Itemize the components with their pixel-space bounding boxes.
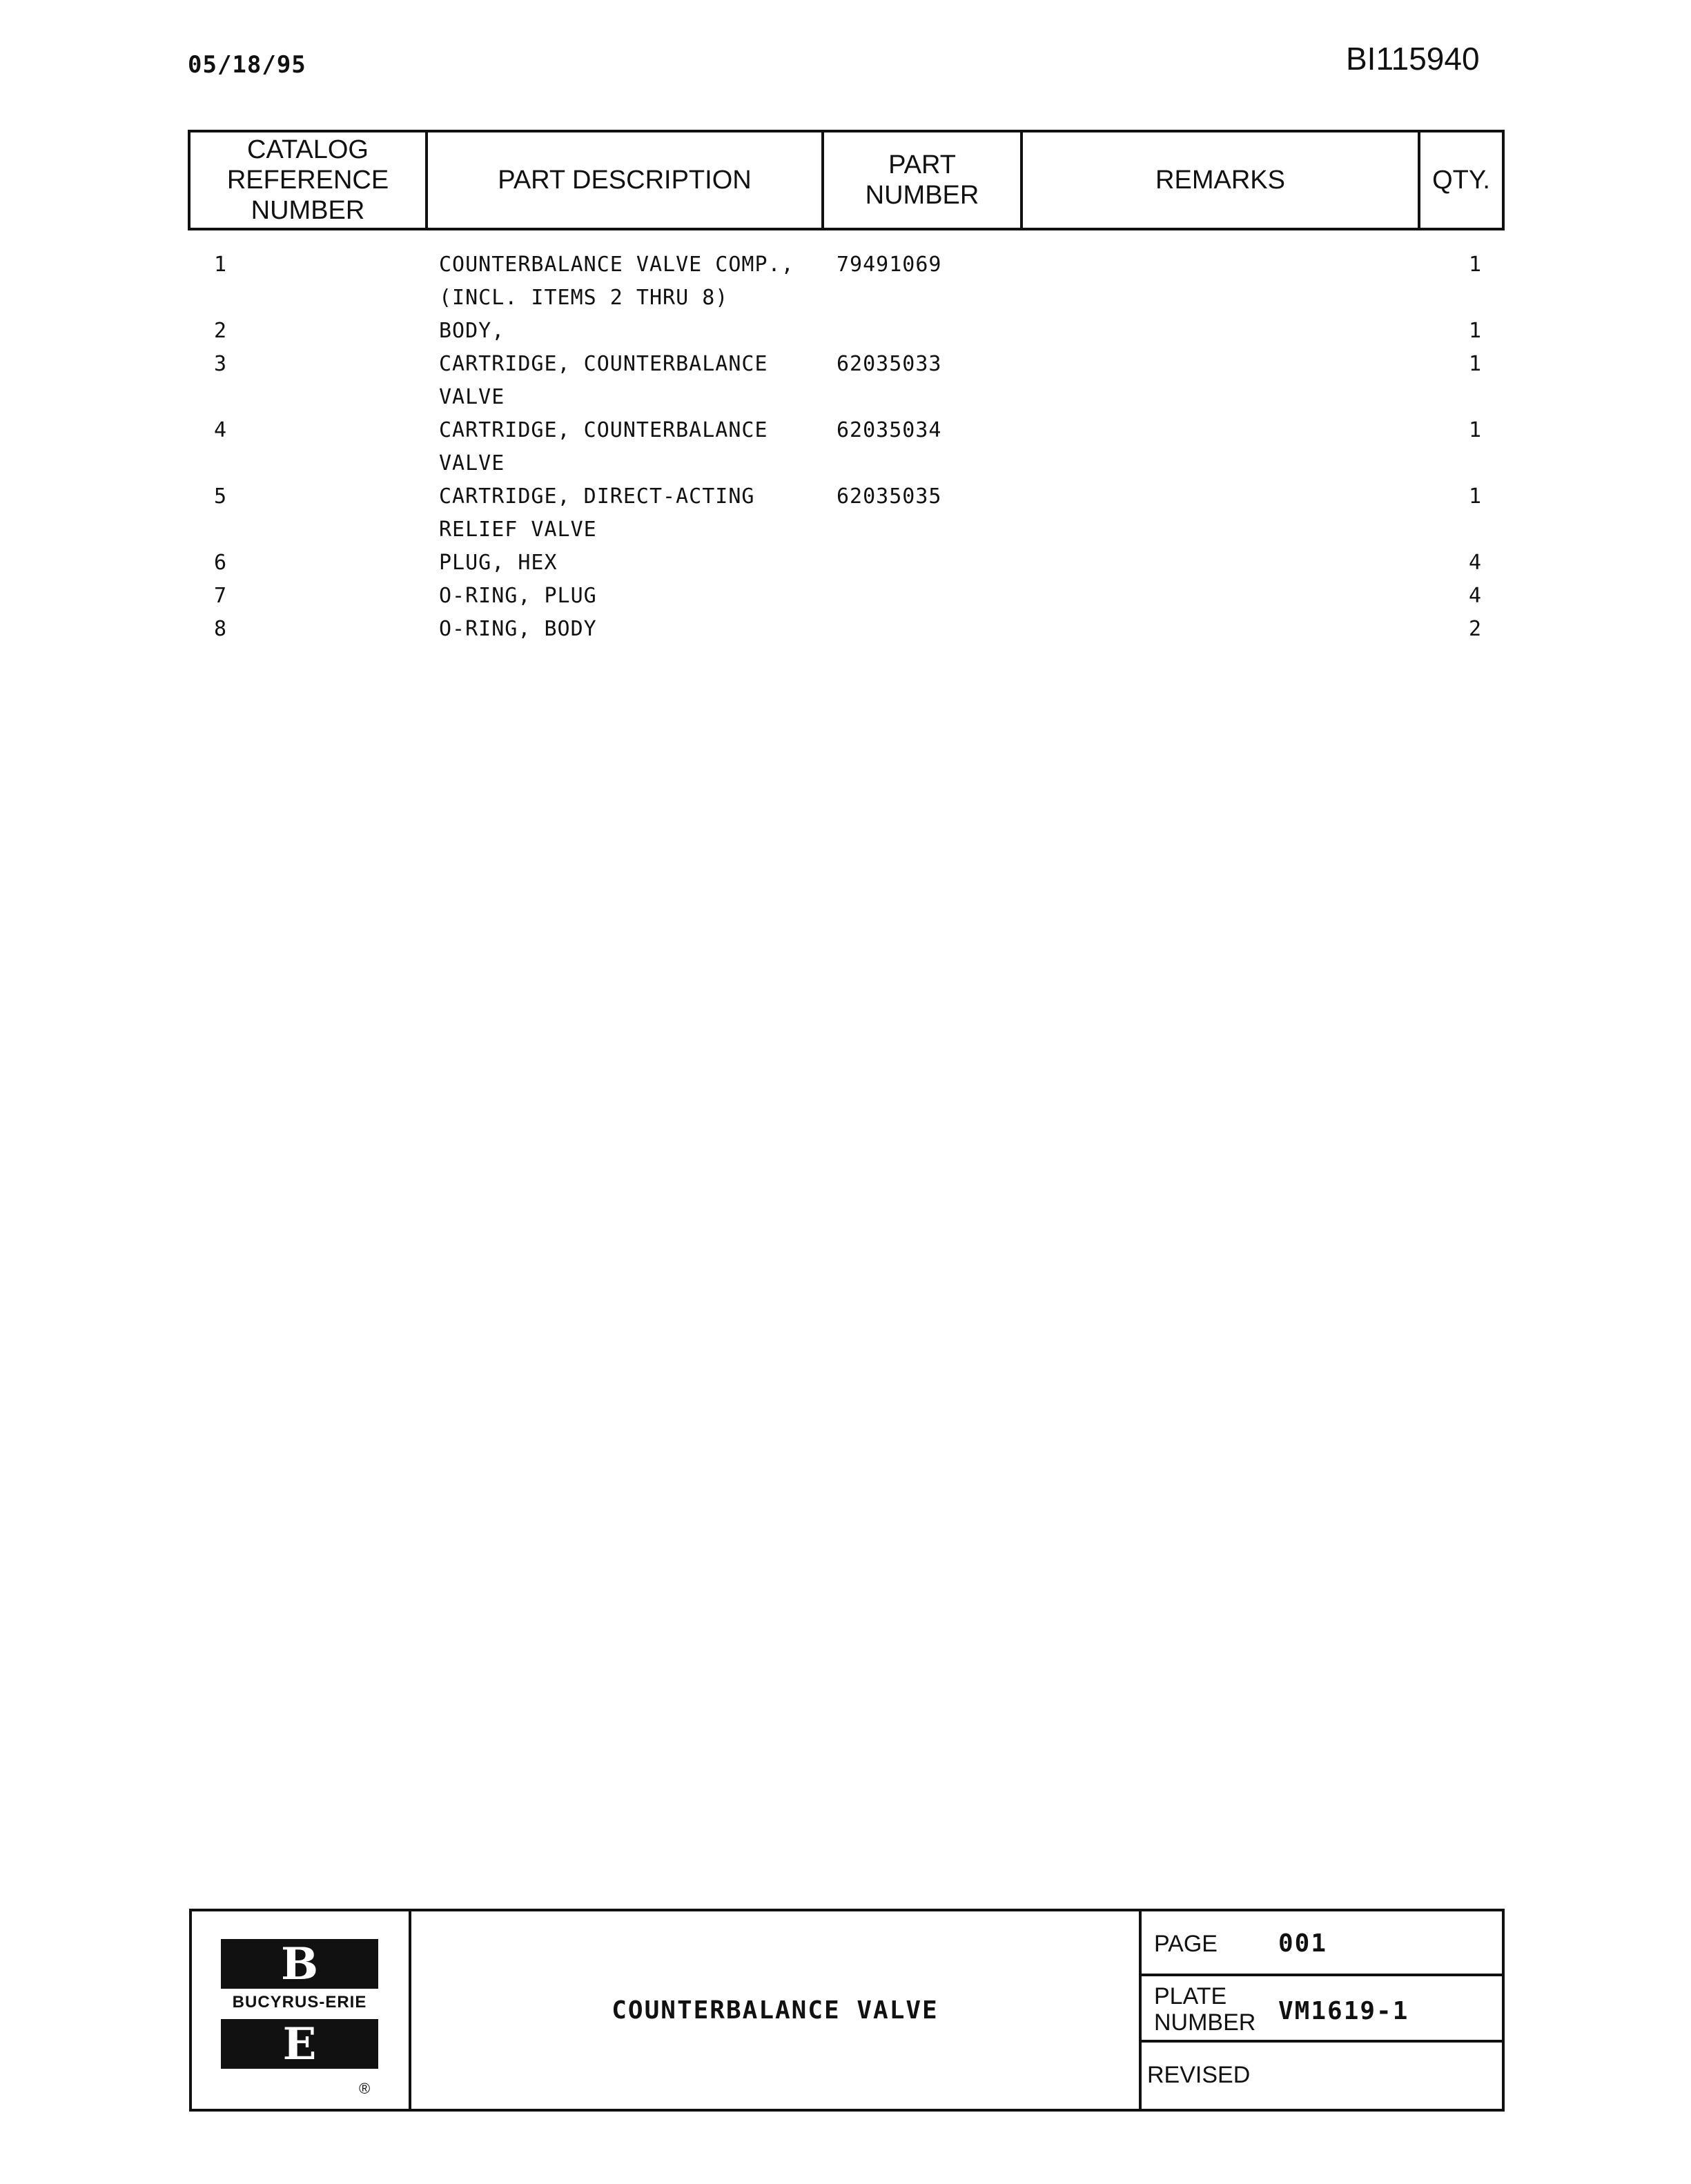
qty-cell: 4 (1469, 584, 1483, 608)
column-header-row (188, 130, 1505, 230)
qty-cell: 1 (1469, 418, 1483, 442)
qty-cell: 1 (1469, 319, 1483, 343)
qty-cell: 1 (1469, 484, 1483, 509)
table-row (0, 282, 1691, 315)
drawing-title: COUNTERBALANCE VALVE (612, 1996, 939, 2025)
description-cell: VALVE (439, 385, 505, 409)
plate-info (1142, 1911, 1502, 2109)
logo-e-block: E (221, 2019, 378, 2069)
title-block (189, 1909, 1505, 2112)
ref-cell: 2 (214, 319, 228, 343)
table-row (0, 547, 1691, 580)
table-row (0, 480, 1691, 513)
table-row (0, 348, 1691, 381)
page-value: 001 (1278, 1929, 1328, 1958)
column-header-part-number (824, 132, 1023, 228)
table-row (0, 248, 1691, 282)
ref-cell: 5 (214, 484, 228, 509)
part-number-cell: 62035035 (837, 484, 942, 509)
revised-label: REVISED (1147, 2062, 1251, 2088)
description-cell: BODY, (439, 319, 505, 343)
ref-cell: 3 (214, 352, 228, 376)
catalog-ref-line-1: CATALOG (247, 135, 369, 164)
description-cell: (INCL. ITEMS 2 THRU 8) (439, 286, 729, 310)
ref-cell: 7 (214, 584, 228, 608)
plate-label-line-1: PLATE (1154, 1983, 1227, 2009)
part-number-line-1: PART (888, 150, 956, 179)
qty-cell: 2 (1469, 617, 1483, 641)
qty-cell: 1 (1469, 352, 1483, 376)
plate-label-line-2: NUMBER (1154, 2009, 1256, 2036)
qty-cell: 4 (1469, 551, 1483, 575)
document-id: BI115940 (1346, 41, 1480, 77)
page-label: PAGE (1154, 1931, 1218, 1957)
description-cell: PLUG, HEX (439, 551, 558, 575)
description-cell: CARTRIDGE, DIRECT-ACTING (439, 484, 755, 509)
table-row (0, 447, 1691, 480)
part-number-cell: 62035033 (837, 352, 942, 376)
logo-company-name: BUCYRUS-ERIE (232, 1993, 367, 2011)
revised-row (1142, 2043, 1502, 2109)
table-row (0, 613, 1691, 646)
plate-number-value: VM1619-1 (1278, 1997, 1409, 2025)
ref-cell: 1 (214, 253, 228, 277)
description-cell: CARTRIDGE, COUNTERBALANCE (439, 418, 768, 442)
column-header-catalog-ref (190, 132, 428, 228)
part-number-line-2: NUMBER (865, 181, 979, 210)
column-header-qty (1420, 132, 1502, 228)
table-row (0, 513, 1691, 547)
description-cell: O-RING, BODY (439, 617, 597, 641)
ref-cell: 4 (214, 418, 228, 442)
registered-mark: ® (359, 2080, 371, 2097)
table-row (0, 580, 1691, 613)
part-number-cell: 62035034 (837, 418, 942, 442)
parts-list (0, 248, 1691, 646)
qty-cell: 1 (1469, 253, 1483, 277)
catalog-ref-line-2: REFERENCE (226, 166, 389, 195)
remarks-label: REMARKS (1155, 166, 1285, 195)
catalog-ref-line-3: NUMBER (251, 196, 365, 225)
logo-b-block: B (221, 1939, 378, 1989)
description-cell: COUNTERBALANCE VALVE COMP., (439, 253, 794, 277)
document-date: 05/18/95 (188, 51, 306, 79)
table-row (0, 414, 1691, 447)
table-row (0, 315, 1691, 348)
page-row (1142, 1911, 1502, 1976)
description-cell: RELIEF VALVE (439, 518, 597, 542)
qty-label: QTY. (1432, 166, 1490, 195)
part-description-label: PART DESCRIPTION (498, 166, 752, 195)
column-header-part-description (428, 132, 824, 228)
part-number-cell: 79491069 (837, 253, 942, 277)
ref-cell: 6 (214, 551, 228, 575)
column-header-remarks (1023, 132, 1420, 228)
plate-number-row (1142, 1976, 1502, 2043)
company-logo (192, 1911, 411, 2109)
ref-cell: 8 (214, 617, 228, 641)
table-row (0, 381, 1691, 414)
description-cell: VALVE (439, 451, 505, 475)
drawing-title-cell (411, 1911, 1142, 2109)
description-cell: O-RING, PLUG (439, 584, 597, 608)
description-cell: CARTRIDGE, COUNTERBALANCE (439, 352, 768, 376)
